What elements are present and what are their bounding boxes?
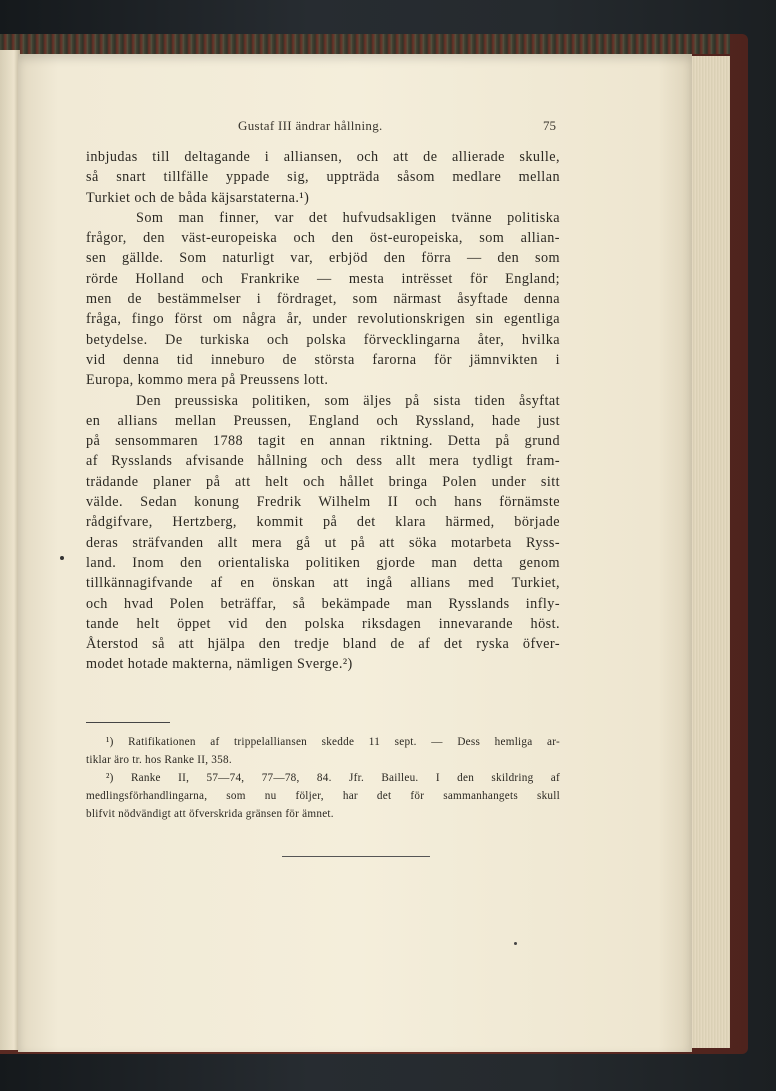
- text-line: en allians mellan Preussen, England och Ryssland, hade just: [86, 412, 560, 429]
- text-line: betydelse. De turkiska och polska förvecklingarna åter, hvilka: [86, 331, 560, 348]
- footnote-line: tiklar äro tr. hos Ranke II, 358.: [86, 754, 232, 766]
- text-line: Återstod så att hjälpa den tredje bland de af det ryska öfver-: [86, 636, 560, 653]
- footnote-line: ²) Ranke II, 57—74, 77—78, 84. Jfr. Bailleu. I den skildring af: [106, 772, 560, 784]
- margin-mark: [60, 556, 64, 560]
- body-text: [86, 147, 560, 675]
- text-line: modet hotade makterna, nämligen Sverge.²): [86, 656, 353, 673]
- footnote-rule: [86, 722, 170, 723]
- page-number: 75: [543, 118, 556, 133]
- text-line: Turkiet och de båda käjsarstaterna.¹): [86, 189, 310, 206]
- text-line: af Rysslands afvisande hållning och dess allt mera tydligt fram-: [86, 453, 560, 470]
- text-line: tillkännagifvande af en önskan att ingå allians med Turkiet,: [86, 575, 560, 592]
- text-line: frågor, den väst-europeiska och den öst-europeiska, som allian-: [86, 230, 560, 247]
- text-line: Den preussiska politiken, som äljes på sista tiden åsyftat: [136, 392, 560, 409]
- page-stack-edge: [690, 56, 730, 1048]
- end-rule: [282, 856, 430, 857]
- running-head: Gustaf III ändrar hållning.: [238, 118, 383, 133]
- text-line: men de bestämmelser i fördraget, som närmast åsyftade denna: [86, 291, 560, 308]
- text-line: tande helt öppet vid den polska riksdagen innevarande höst.: [86, 615, 560, 632]
- text-line: på sensommaren 1788 tagit en annan riktning. Detta på grund: [86, 433, 560, 450]
- text-line: Europa, kommo mera på Preussens lott.: [86, 372, 329, 389]
- footnotes: [86, 733, 560, 823]
- text-line: deras sträfvanden allt mera gå ut på att söka motarbeta Ryss-: [86, 534, 560, 551]
- text-line: rörde Holland och Frankrike — mesta intrësset för England;: [86, 270, 560, 287]
- cover-edge: [0, 34, 730, 54]
- text-line: trädande planer på att helt och hållet bringa Polen under sitt: [86, 473, 560, 490]
- text-line: och hvad Polen beträffar, så bekämpade man Rysslands infly-: [86, 595, 560, 612]
- text-line: land. Inom den orientaliska politiken gjorde man detta genom: [86, 554, 560, 571]
- page-speck: [514, 942, 517, 945]
- footnote-line: ¹) Ratifikationen af trippelalliansen skedde 11 sept. — Dess hemliga ar-: [106, 736, 560, 748]
- text-line: rådgifvare, Hertzberg, kommit på det klara härmed, började: [86, 514, 560, 531]
- text-line: välde. Sedan konung Fredrik Wilhelm II och hans förnämste: [86, 494, 560, 511]
- text-line: vid denna tid inneburo de största farorna för jämnvikten i: [86, 351, 560, 368]
- footnote-line: medlingsförhandlingarna, som nu följer, har det för sammanhangets skull: [86, 790, 560, 802]
- footnote-line: blifvit nödvändigt att öfverskrida gränsen för ämnet.: [86, 808, 334, 820]
- text-line: Som man finner, var det hufvudsakligen tvänne politiska: [136, 209, 560, 226]
- text-line: så snart tillfälle yppade sig, uppträda såsom medlare mellan: [86, 169, 560, 186]
- text-line: fråga, fingo först om några år, under revolutionskrigen sin egentliga: [86, 311, 560, 328]
- left-page-edge: [0, 50, 20, 1050]
- text-line: inbjudas till deltagande i alliansen, och att de allierade skulle,: [86, 149, 560, 165]
- text-line: sen gällde. Som naturligt var, erbjöd den förra — den som: [86, 250, 560, 267]
